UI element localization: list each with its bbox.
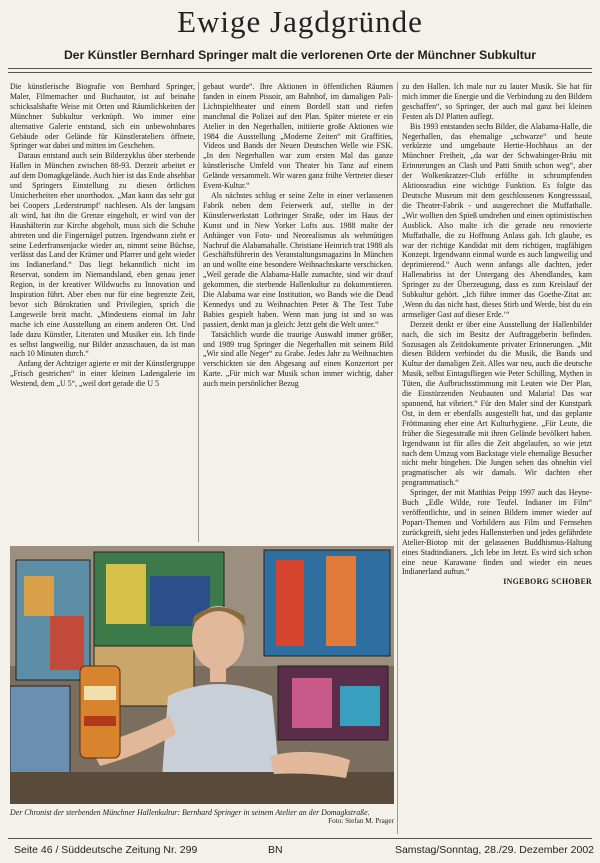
paragraph: Als nächstes schlug er seine Zelte in einer verlassenen Fabrik neben dem Feierwerk auf, stellte in der Künstlerwerkstatt Lothringer Straße, oder im Haus der Kunst und in New Yorker Lofts aus. 1988 malte der Anhänger von Foto- und Neorealismus als wehmütigen Nachruf die Alabamahalle. Christiane Heinrich trat 1988 als Geschäftsführerin des Veranstaltungsmagazins In München an und wollte eine besondere Weihnachtskarte verschicken. „Weil gerade die Alabama-Halle zumachte, sind wir drauf gekommen, die sterbende Hallenkultur zu dokumentieren. Die Alabama war eine Institution, wo Bands wie die Dead Kennedys und zu Weihnachten Peter & The Test Tube Babies gespielt haben. Wenn man jung ist und so was passiert, denkt man ja gleich: Jetzt geht die Welt unter.“ (203, 190, 393, 329)
article-column-3 (402, 82, 592, 834)
headline: Ewige Jagdgründe (177, 4, 423, 39)
paragraph: Derzeit denkt er über eine Ausstellung der Hallenbilder nach, die sich im Besitz der Auftraggeberin befinden. Sozusagen als Zeitdokumente privater Erinnerungen. „Mit diesen Bildern verbindet du die Musik, die Bands und Kultur der damaligen Zeit. Alles war neu, auch die deutsche Musik, selbst Eintagsfliegen wie Peter Schilling, Mythen in Tüten, die Aufbruchsstimmung mit Leuten wie Der Plan, die Einstürzenden Neubauten und Malaria! Das war spannend, hat vibriert.“ Für den Maler sind der Kunstpark Ost, in dem er ebenfalls ausgestellt hat, und das geplante Fröttmaning eher eine Art Kulturhygiene. „Für Leute, die früher die Siegesstraße mit ihren Gelände bevölkert haben. Irgendwann ist für alles die Zeit abgelaufen, so wie jetzt nach dem Umzug vom Backstage viele ehemalige Besucher nicht mehr hingehen. Die Jungen sehen das ohnehin viel pragmatischer als wir damals. Wir dachten eher programmatisch.“ (402, 319, 592, 488)
subheadline: Der Künstler Bernhard Springer malt die verlorenen Orte der Münchner Subkultur (63, 48, 537, 62)
paragraph: Anfang der Achtziger agierte er mit der Künstlergruppe „Frisch gestrichen“ in einer kleinen Ladengalerie im Westend, dem „U 5“, „weil dort gerade die U 5 (10, 359, 195, 389)
footer-date: Samstag/Sonntag, 28./29. Dezember 2002 (394, 844, 594, 856)
top-rule (8, 68, 592, 69)
paragraph: Springer, der mit Matthias Peipp 1997 auch das Heyne-Buch „Edle Wilde, rote Teufel. Indianer im Film“ veröffentlichte, und in seinen Bildern immer wieder auf Popart-Themen und Vorbildern aus Film und Fernsehen zurückgreift, sieht jedes Hallensterben und jedes gefährdete Atelier-Biotop mit der gelassenen Buddhismus-Haltung eines Stadtindianers. „Ich lebe im Jetzt. Es wird sich schon eine neue Karawane finden und wieder ein neues Indianerland auftun.“ (402, 488, 592, 577)
paragraph: Die künstlerische Biografie von Bernhard Springer, Maler, Filmemacher und Buchautor, ist auf beinahe schicksalshafte Weise mit Orten und Räumlichkeiten der Münchner Subkultur verknüpft. Wo immer eine alternative Galerie entstand, sich ein unbewohnbares Gebäude oder Gelände für Künstlerateliers öffnete, Springer war dabei und mitten im Geschehen. (10, 82, 195, 151)
photo-credit: Foto: Stefan M. Prager (328, 817, 394, 826)
paragraph: Tatsächlich wurde die traurige Auswahl immer größer, und 1989 trug Springer die Negerhallen mit seinem Bild „Wir sind alle Neger“ zu Grabe. Jedes Jahr zu Weihnachten verschickten sie den Abgesang auf einen Konzertort per Karte. „Für mich war Musik schon immer wichtig, daher auch mein persönlicher Bezug (203, 329, 393, 389)
caption-text: Der Chronist der sterbenden Münchner Hallenkultur: Bernhard Springer in seinem Atelier an der Domagkstraße. (10, 808, 370, 817)
footer-edition: BN (268, 844, 283, 856)
paragraph: zu den Hallen. Ich male nur zu lauter Musik. Sie hat für mich immer die Energie und die Verbindung zu den Bildern geschaffen“, so Springer, der auch mal ganz bei kleinen Festen als DJ Platten auflegt. (402, 82, 592, 121)
author-byline: INGEBORG SCHOBER (503, 577, 592, 587)
column-divider (397, 82, 398, 834)
paragraph: gebaut wurde“. Ihre Aktionen in öffentlichen Räumen fanden in einem Pissoir, am Bahnhof, im damaligen Pali-Lichtspieltheater und einem Bordell statt und riefen manchmal die Polizei auf den Plan. Später mietete er ein Atelier in den Negerhallen, initiierte große Aktionen wie 1984 die Ausstellung „Moderne Zeiten“ mit Graffities, Videos und Bands der Neuen Deutschen Welle wie FSK. „In den Negerhallen war zum ersten Mal das ganze künstlerische Umfeld von Theater bis Tanz auf einem Gelände versammelt. Wir waren ganz frühe Vertreter dieser Event-Kultur.“ (203, 82, 393, 191)
footer-page-info: Seite 46 / Süddeutsche Zeitung Nr. 299 (14, 844, 198, 856)
article-column-1 (10, 82, 195, 544)
article-photo (10, 546, 394, 804)
paragraph: Daraus entstand auch sein Bilderzyklus über sterbende Hallen in München zwischen 88-93. Derzeit arbeitet er auf dem Domagkgelände. Auch hier ist das Ende absehbar und Springers Einstellung zu diesen örtlichen Unsicherheiten eher unorthodox. „Man kann das sehr gut bei Coopers ‚Lederstrumpf‘ nachlesen. Als der langsam alt wird, hat ihn die Grenze eingeholt, er wird von der Haushälterin zur Kirche abgeholt, muss sich die Schuhe abtreten und die Fingernägel putzen. Irgendwann zieht er seine Lederfransenjacke wieder an, nimmt seine Büchse, verlässt das Land der Krämer und Pfarrer und geht wieder ins Indianerland.“ Das liegt bekanntlich nicht im Reservat, sondern im Niemandsland, eben genau jener Region, in der kreativer Wildwuchs zu Innovation und Inspiration führt. Aber eben nur für eine begrenzte Zeit, bevor sich Bürokratien und Privilegien, sprich die Langeweile breit macht. „Mindestens einmal im Jahr mache ich eine Ausstellung an einem anderen Ort. Und lade dazu Künstler, Literaten und Musiker ein. Ich finde es selbst langweilig, nur Bilder anzuschauen, da ist man nach 10 Minuten durch.“ (10, 151, 195, 359)
article-column-2 (203, 82, 393, 544)
paragraph: Bis 1993 entstanden sechs Bilder, die Alabama-Halle, die Negerhallen, das ehemalige „schwarze“ und heute verkürzte und umgebaute Hertie-Hochhaus an der Münchner Freiheit, „da war der Schwabinger-Bräu mit Erinnerungen an Clash und Patti Smith schon weg“, aber der Wolkenkratzer-Club erfüllte in schrumpfenden Aktionsradius eine wichtige Funktion. Es folgte das Deutsche Museum mit dem geschlossenen Kongresssaal, die Theater-Fabrik - und ausgerechnet die Muffathalle. „Wir wollten den Spieß umdrehen und einen optimistischen Ausblick. Also malte ich die gerade neu renovierte Muffathalle, die zu Hoffnung Anlass gab. Ich glaube, es war der richtige Kandidat mit dem richtigen, tragfähigen Konzept. Irgendwann einmal wurde es auch langweilig und deprimierend.“ Auch wenn anfangs alle dachten, jeder Hallenabriss ist der Untergang des Abendlandes, kam Springer zu der Überzeugung, dass es zum Kreislauf der Subkultur gehört. „Ich führe immer das Goethe-Zitat an: ‚Wenn du das nicht hast, dieses Stirb und Werde, bist du ein armseliger Gast auf dieser Erde.‘“ (402, 121, 592, 319)
photo-caption (10, 808, 394, 834)
footer-rule (8, 838, 592, 839)
page-footer (0, 842, 600, 860)
top-rule-2 (8, 72, 592, 73)
column-divider (198, 82, 199, 542)
